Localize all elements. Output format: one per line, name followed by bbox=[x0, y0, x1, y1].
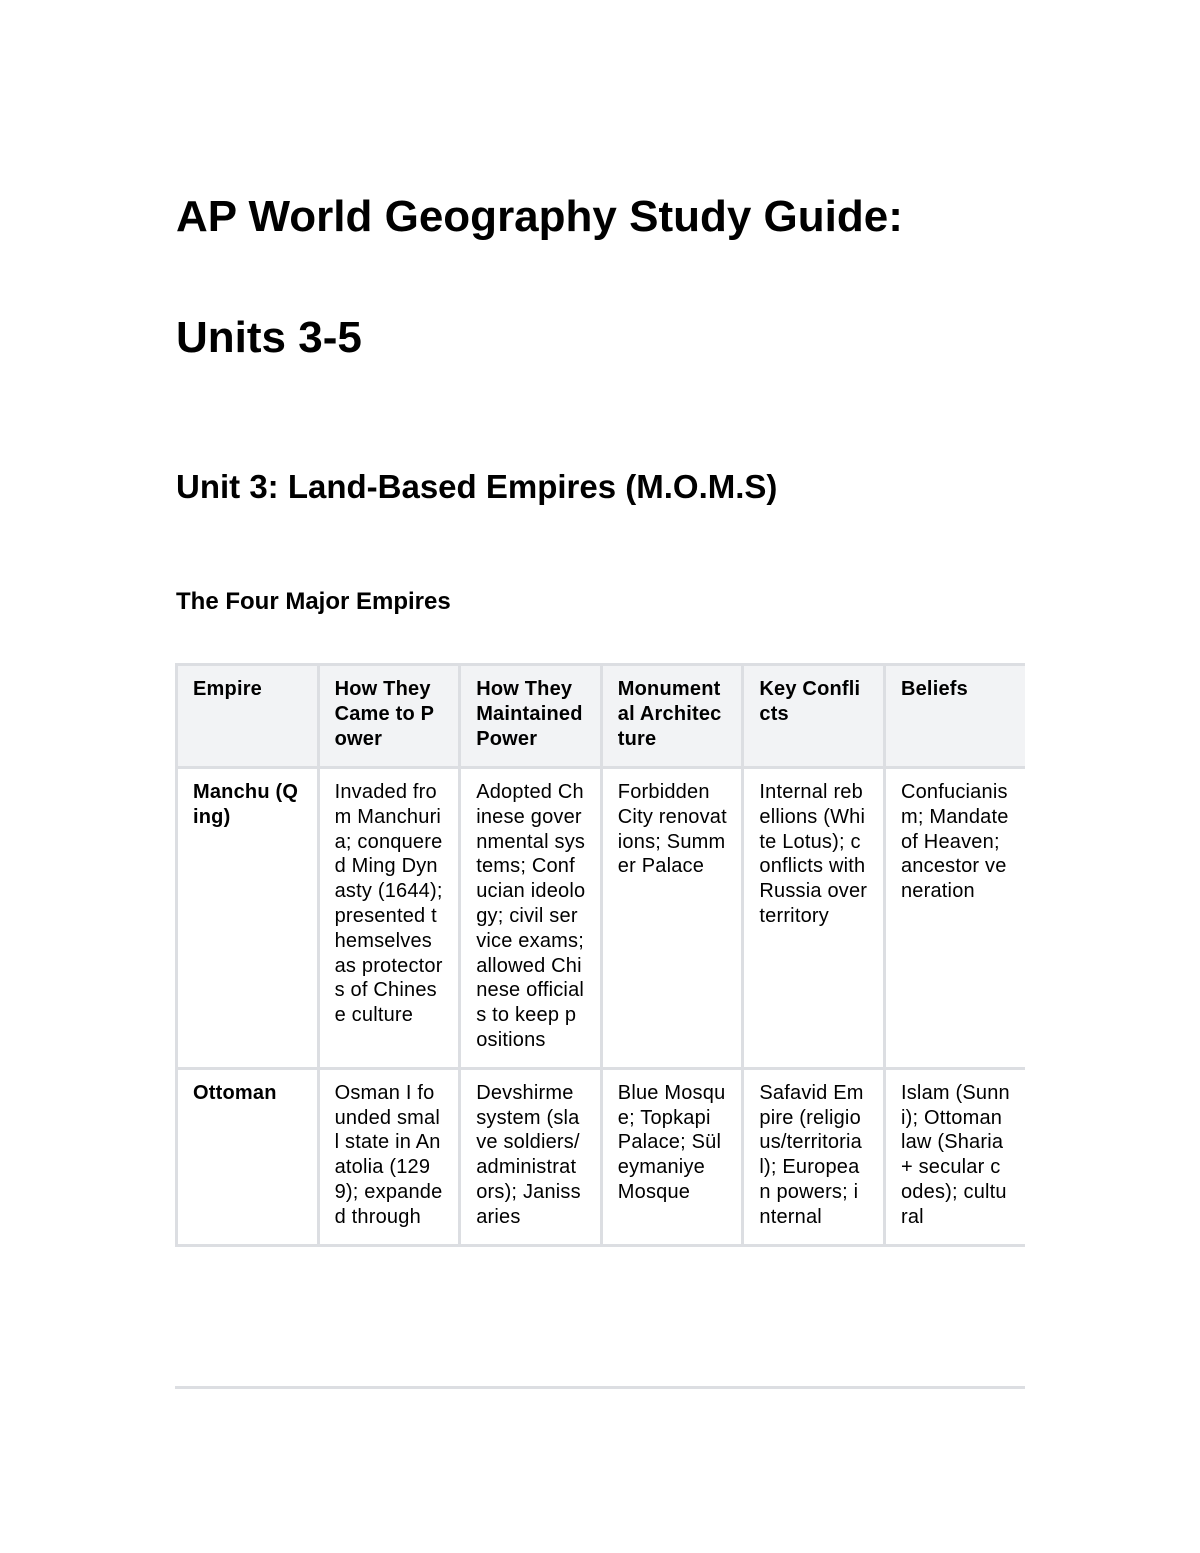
cell-maintained-power: Adopted Chinese governmental systems; Confucian ideology; civil service exams; allowed Chinese officials to keep positions bbox=[460, 768, 602, 1069]
header-maintained-power: How They Maintained Power bbox=[460, 665, 602, 768]
cell-beliefs: Islam (Sunni); Ottoman law (Sharia + secular codes); cultural bbox=[884, 1068, 1025, 1245]
cell-architecture: Blue Mosque; Topkapi Palace; Süleymaniye Mosque bbox=[601, 1068, 743, 1245]
table-row bbox=[177, 768, 1026, 1069]
cell-empire: Manchu (Qing) bbox=[177, 768, 319, 1069]
table-header-row bbox=[177, 665, 1026, 768]
document-subtitle: Units 3-5 bbox=[176, 313, 362, 362]
cell-architecture: Forbidden City renovations; Summer Palace bbox=[601, 768, 743, 1069]
table-row bbox=[177, 1068, 1026, 1245]
empires-table bbox=[175, 663, 1025, 1247]
cell-came-to-power: Invaded from Manchuria; conquered Ming Dynasty (1644); presented themselves as protectors of Chinese culture bbox=[318, 768, 460, 1069]
header-came-to-power: How They Came to Power bbox=[318, 665, 460, 768]
unit-heading: Unit 3: Land-Based Empires (M.O.M.S) bbox=[176, 468, 778, 505]
header-key-conflicts: Key Conflicts bbox=[743, 665, 885, 768]
cell-beliefs: Confucianism; Mandate of Heaven; ancestor veneration bbox=[884, 768, 1025, 1069]
header-architecture: Monumental Architecture bbox=[601, 665, 743, 768]
document-title: AP World Geography Study Guide: bbox=[176, 192, 903, 241]
cell-key-conflicts: Internal rebellions (White Lotus); conflicts with Russia over territory bbox=[743, 768, 885, 1069]
cell-maintained-power: Devshirme system (slave soldiers/administrators); Janissaries bbox=[460, 1068, 602, 1245]
empires-table-container bbox=[175, 663, 1025, 1389]
cell-came-to-power: Osman I founded small state in Anatolia (1299); expanded through bbox=[318, 1068, 460, 1245]
cell-empire: Ottoman bbox=[177, 1068, 319, 1245]
header-empire: Empire bbox=[177, 665, 319, 768]
header-beliefs: Beliefs bbox=[884, 665, 1025, 768]
cell-key-conflicts: Safavid Empire (religious/territorial); European powers; internal bbox=[743, 1068, 885, 1245]
section-heading: The Four Major Empires bbox=[176, 588, 451, 615]
